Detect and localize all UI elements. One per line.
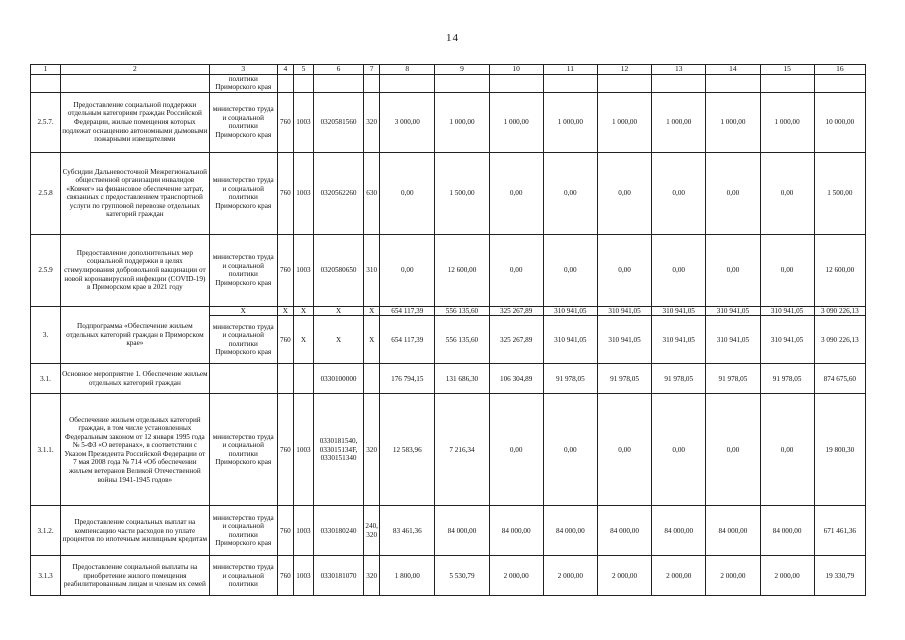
cell: 240, 320 — [364, 506, 380, 556]
cell: 91 978,05 — [652, 364, 706, 394]
cell: 0,00 — [597, 394, 651, 506]
cell — [706, 74, 760, 92]
cell: 12 583,96 — [380, 394, 435, 506]
row-index: 2.5.8 — [31, 152, 61, 234]
cell: 0,00 — [652, 152, 706, 234]
col-header: 9 — [435, 65, 489, 75]
cell: 1003 — [293, 92, 313, 152]
row-index: 3.1. — [31, 364, 61, 394]
row-executor: министерство труда и социальной политики Приморского края — [209, 152, 277, 234]
row-index: 2.5.7. — [31, 92, 61, 152]
row-index: 3.1.3 — [31, 556, 61, 596]
cell: 760 — [277, 152, 293, 234]
row-name: Предоставление социальной поддержки отдельным категориям граждан Российской Федерации, жилые помещения которых подлежат оснащению автономными дымовыми пожарными извещателями — [61, 92, 210, 152]
cell: X — [313, 306, 363, 316]
cell: 1 500,00 — [435, 152, 489, 234]
cell: 310 — [364, 234, 380, 306]
table-row — [31, 152, 866, 234]
col-header: 8 — [380, 65, 435, 75]
cell: 0,00 — [489, 394, 543, 506]
cell: 0,00 — [380, 152, 435, 234]
subprogram-name: Подпрограмма «Обеспечение жильем отдельных категорий граждан в Приморском крае» — [61, 306, 210, 364]
row-executor: министерство труда и социальной политики — [209, 556, 277, 596]
cell: 0,00 — [489, 234, 543, 306]
cell: 654 117,39 — [380, 316, 435, 364]
cell: 91 978,05 — [760, 364, 814, 394]
cell: 176 794,15 — [380, 364, 435, 394]
table-row — [31, 92, 866, 152]
cell: 84 000,00 — [435, 506, 489, 556]
cell: 310 941,05 — [652, 306, 706, 316]
cell: 760 — [277, 234, 293, 306]
row-executor — [209, 364, 277, 394]
cell: 320 — [364, 394, 380, 506]
cell: 5 530,79 — [435, 556, 489, 596]
cell: 310 941,05 — [760, 306, 814, 316]
cell: 0320580650 — [313, 234, 363, 306]
cell: X — [277, 306, 293, 316]
cell: 12 600,00 — [814, 234, 865, 306]
cell: 84 000,00 — [706, 506, 760, 556]
cell: 84 000,00 — [760, 506, 814, 556]
column-number-row — [31, 65, 866, 75]
cell: 84 000,00 — [489, 506, 543, 556]
row-name: Обеспечение жильем отдельных категорий граждан, в том числе установленных Федеральным законом от 12 января 1995 года № 5-ФЗ «О ветеранах», в соответствии с Указом Президента Российской Федерации от 7 мая 2008 года № 714 «Об обеспечении жильем ветеранов Великой Отечественной войны 1941-1945 годов» — [61, 394, 210, 506]
cell — [277, 364, 293, 394]
row-executor: министерство труда и социальной политики Приморского края — [209, 394, 277, 506]
cell — [313, 74, 363, 92]
cell: 671 461,36 — [814, 506, 865, 556]
cell: 1 000,00 — [652, 92, 706, 152]
cell — [435, 74, 489, 92]
cell: X — [364, 306, 380, 316]
cell: 0,00 — [489, 152, 543, 234]
cell: 0,00 — [760, 234, 814, 306]
cell — [364, 364, 380, 394]
row-name: Предоставление социальной выплаты на приобретение жилого помещения реабилитированным лицам и членам их семей — [61, 556, 210, 596]
cell: X — [293, 316, 313, 364]
cell: 0330100000 — [313, 364, 363, 394]
col-header: 16 — [814, 65, 865, 75]
cell: 1 000,00 — [435, 92, 489, 152]
row-index — [31, 74, 61, 92]
cell: 1 800,00 — [380, 556, 435, 596]
cell: 0,00 — [706, 234, 760, 306]
cell: 556 135,60 — [435, 316, 489, 364]
cell: X — [313, 316, 363, 364]
budget-table — [30, 64, 866, 596]
cell: 760 — [277, 394, 293, 506]
cell: 12 600,00 — [435, 234, 489, 306]
table-row — [31, 506, 866, 556]
cell: 84 000,00 — [543, 506, 597, 556]
cell: 1 000,00 — [760, 92, 814, 152]
cell: 0,00 — [652, 394, 706, 506]
cell — [652, 74, 706, 92]
col-header: 12 — [597, 65, 651, 75]
table-row — [31, 364, 866, 394]
cell: X — [209, 306, 277, 316]
cell: 0,00 — [543, 152, 597, 234]
cell: 0,00 — [706, 152, 760, 234]
cell: 84 000,00 — [597, 506, 651, 556]
cell: 1003 — [293, 234, 313, 306]
col-header: 2 — [61, 65, 210, 75]
cell: 0330180240 — [313, 506, 363, 556]
cell: 1 500,00 — [814, 152, 865, 234]
cell: 760 — [277, 506, 293, 556]
cell — [380, 74, 435, 92]
col-header: 3 — [209, 65, 277, 75]
cell: 3 090 226,13 — [814, 316, 865, 364]
cell: 310 941,05 — [706, 316, 760, 364]
cell: 91 978,05 — [543, 364, 597, 394]
cell: 0,00 — [597, 152, 651, 234]
cell: 2 000,00 — [489, 556, 543, 596]
cell: 1003 — [293, 152, 313, 234]
cell: 3 090 226,13 — [814, 306, 865, 316]
cell: 131 686,30 — [435, 364, 489, 394]
cell: 760 — [277, 92, 293, 152]
cell — [814, 74, 865, 92]
cell — [277, 74, 293, 92]
cell: 2 000,00 — [760, 556, 814, 596]
cell: X — [364, 316, 380, 364]
cell: 2 000,00 — [706, 556, 760, 596]
row-name: Предоставление дополнительных мер социальной поддержки в целях стимулирования добровольной вакцинации от новой коронавирусной инфекции (COVID-19) в Приморском крае в 2021 году — [61, 234, 210, 306]
cell: 0,00 — [706, 394, 760, 506]
cell: 325 267,89 — [489, 306, 543, 316]
row-index: 3.1.2. — [31, 506, 61, 556]
cell: X — [293, 306, 313, 316]
cell: 0,00 — [760, 152, 814, 234]
cell: 0,00 — [380, 234, 435, 306]
table-row — [31, 394, 866, 506]
cell: 1 000,00 — [706, 92, 760, 152]
cell — [760, 74, 814, 92]
cell: 310 941,05 — [706, 306, 760, 316]
cell: 0,00 — [543, 234, 597, 306]
table-row — [31, 74, 866, 92]
cell: 310 941,05 — [760, 316, 814, 364]
page-number: 14 — [446, 32, 459, 44]
cell: 1003 — [293, 556, 313, 596]
row-index: 2.5.9 — [31, 234, 61, 306]
cell: 320 — [364, 556, 380, 596]
cell — [543, 74, 597, 92]
cell: 0,00 — [652, 234, 706, 306]
cell: 0,00 — [760, 394, 814, 506]
cell: 310 941,05 — [597, 306, 651, 316]
cell — [597, 74, 651, 92]
cell: 2 000,00 — [597, 556, 651, 596]
cell: 760 — [277, 556, 293, 596]
table-row — [31, 234, 866, 306]
row-executor: министерство труда и социальной политики Приморского края — [209, 92, 277, 152]
row-name: Основное мероприятие 1. Обеспечение жильем отдельных категорий граждан — [61, 364, 210, 394]
cell: 325 267,89 — [489, 316, 543, 364]
row-executor: политики Приморского края — [209, 74, 277, 92]
subprogram-total-row — [31, 306, 866, 316]
cell: 91 978,05 — [706, 364, 760, 394]
cell — [293, 74, 313, 92]
table-row — [31, 556, 866, 596]
cell: 0330181540, 033015134F, 0330151340 — [313, 394, 363, 506]
cell: 1 000,00 — [543, 92, 597, 152]
row-executor: министерство труда и социальной политики Приморского края — [209, 234, 277, 306]
cell: 310 941,05 — [652, 316, 706, 364]
cell: 84 000,00 — [652, 506, 706, 556]
cell: 320 — [364, 92, 380, 152]
row-index: 3. — [31, 306, 61, 364]
cell: 0320562260 — [313, 152, 363, 234]
cell — [364, 74, 380, 92]
cell: 310 941,05 — [543, 306, 597, 316]
row-executor: министерство труда и социальной политики Приморского края — [209, 316, 277, 364]
cell: 1 000,00 — [489, 92, 543, 152]
col-header: 10 — [489, 65, 543, 75]
cell: 310 941,05 — [597, 316, 651, 364]
cell: 630 — [364, 152, 380, 234]
cell: 2 000,00 — [652, 556, 706, 596]
col-header: 6 — [313, 65, 363, 75]
cell: 760 — [277, 316, 293, 364]
row-name — [61, 74, 210, 92]
cell: 19 330,79 — [814, 556, 865, 596]
col-header: 14 — [706, 65, 760, 75]
cell: 1003 — [293, 506, 313, 556]
col-header: 1 — [31, 65, 61, 75]
cell: 1 000,00 — [597, 92, 651, 152]
cell: 874 675,60 — [814, 364, 865, 394]
cell: 19 800,30 — [814, 394, 865, 506]
cell: 10 000,00 — [814, 92, 865, 152]
col-header: 11 — [543, 65, 597, 75]
row-executor: министерство труда и социальной политики Приморского края — [209, 506, 277, 556]
cell: 654 117,39 — [380, 306, 435, 316]
row-name: Предоставление социальных выплат на компенсацию части расходов по уплате процентов по ипотечным жилищным кредитам — [61, 506, 210, 556]
cell: 0330181070 — [313, 556, 363, 596]
col-header: 4 — [277, 65, 293, 75]
cell: 0,00 — [597, 234, 651, 306]
row-name: Субсидии Дальневосточной Межрегиональной общественной организации инвалидов «Ковчег» на финансовое обеспечение затрат, связанных с предоставлением транспортной услуги по групповой перевозке отдельных категорий граждан — [61, 152, 210, 234]
col-header: 5 — [293, 65, 313, 75]
cell: 83 461,36 — [380, 506, 435, 556]
col-header: 7 — [364, 65, 380, 75]
cell: 106 304,89 — [489, 364, 543, 394]
cell: 556 135,60 — [435, 306, 489, 316]
col-header: 15 — [760, 65, 814, 75]
cell — [489, 74, 543, 92]
cell: 1003 — [293, 394, 313, 506]
cell — [293, 364, 313, 394]
col-header: 13 — [652, 65, 706, 75]
row-index: 3.1.1. — [31, 394, 61, 506]
cell: 3 000,00 — [380, 92, 435, 152]
cell: 91 978,05 — [597, 364, 651, 394]
cell: 0,00 — [543, 394, 597, 506]
cell: 0320581560 — [313, 92, 363, 152]
cell: 7 216,34 — [435, 394, 489, 506]
cell: 2 000,00 — [543, 556, 597, 596]
cell: 310 941,05 — [543, 316, 597, 364]
